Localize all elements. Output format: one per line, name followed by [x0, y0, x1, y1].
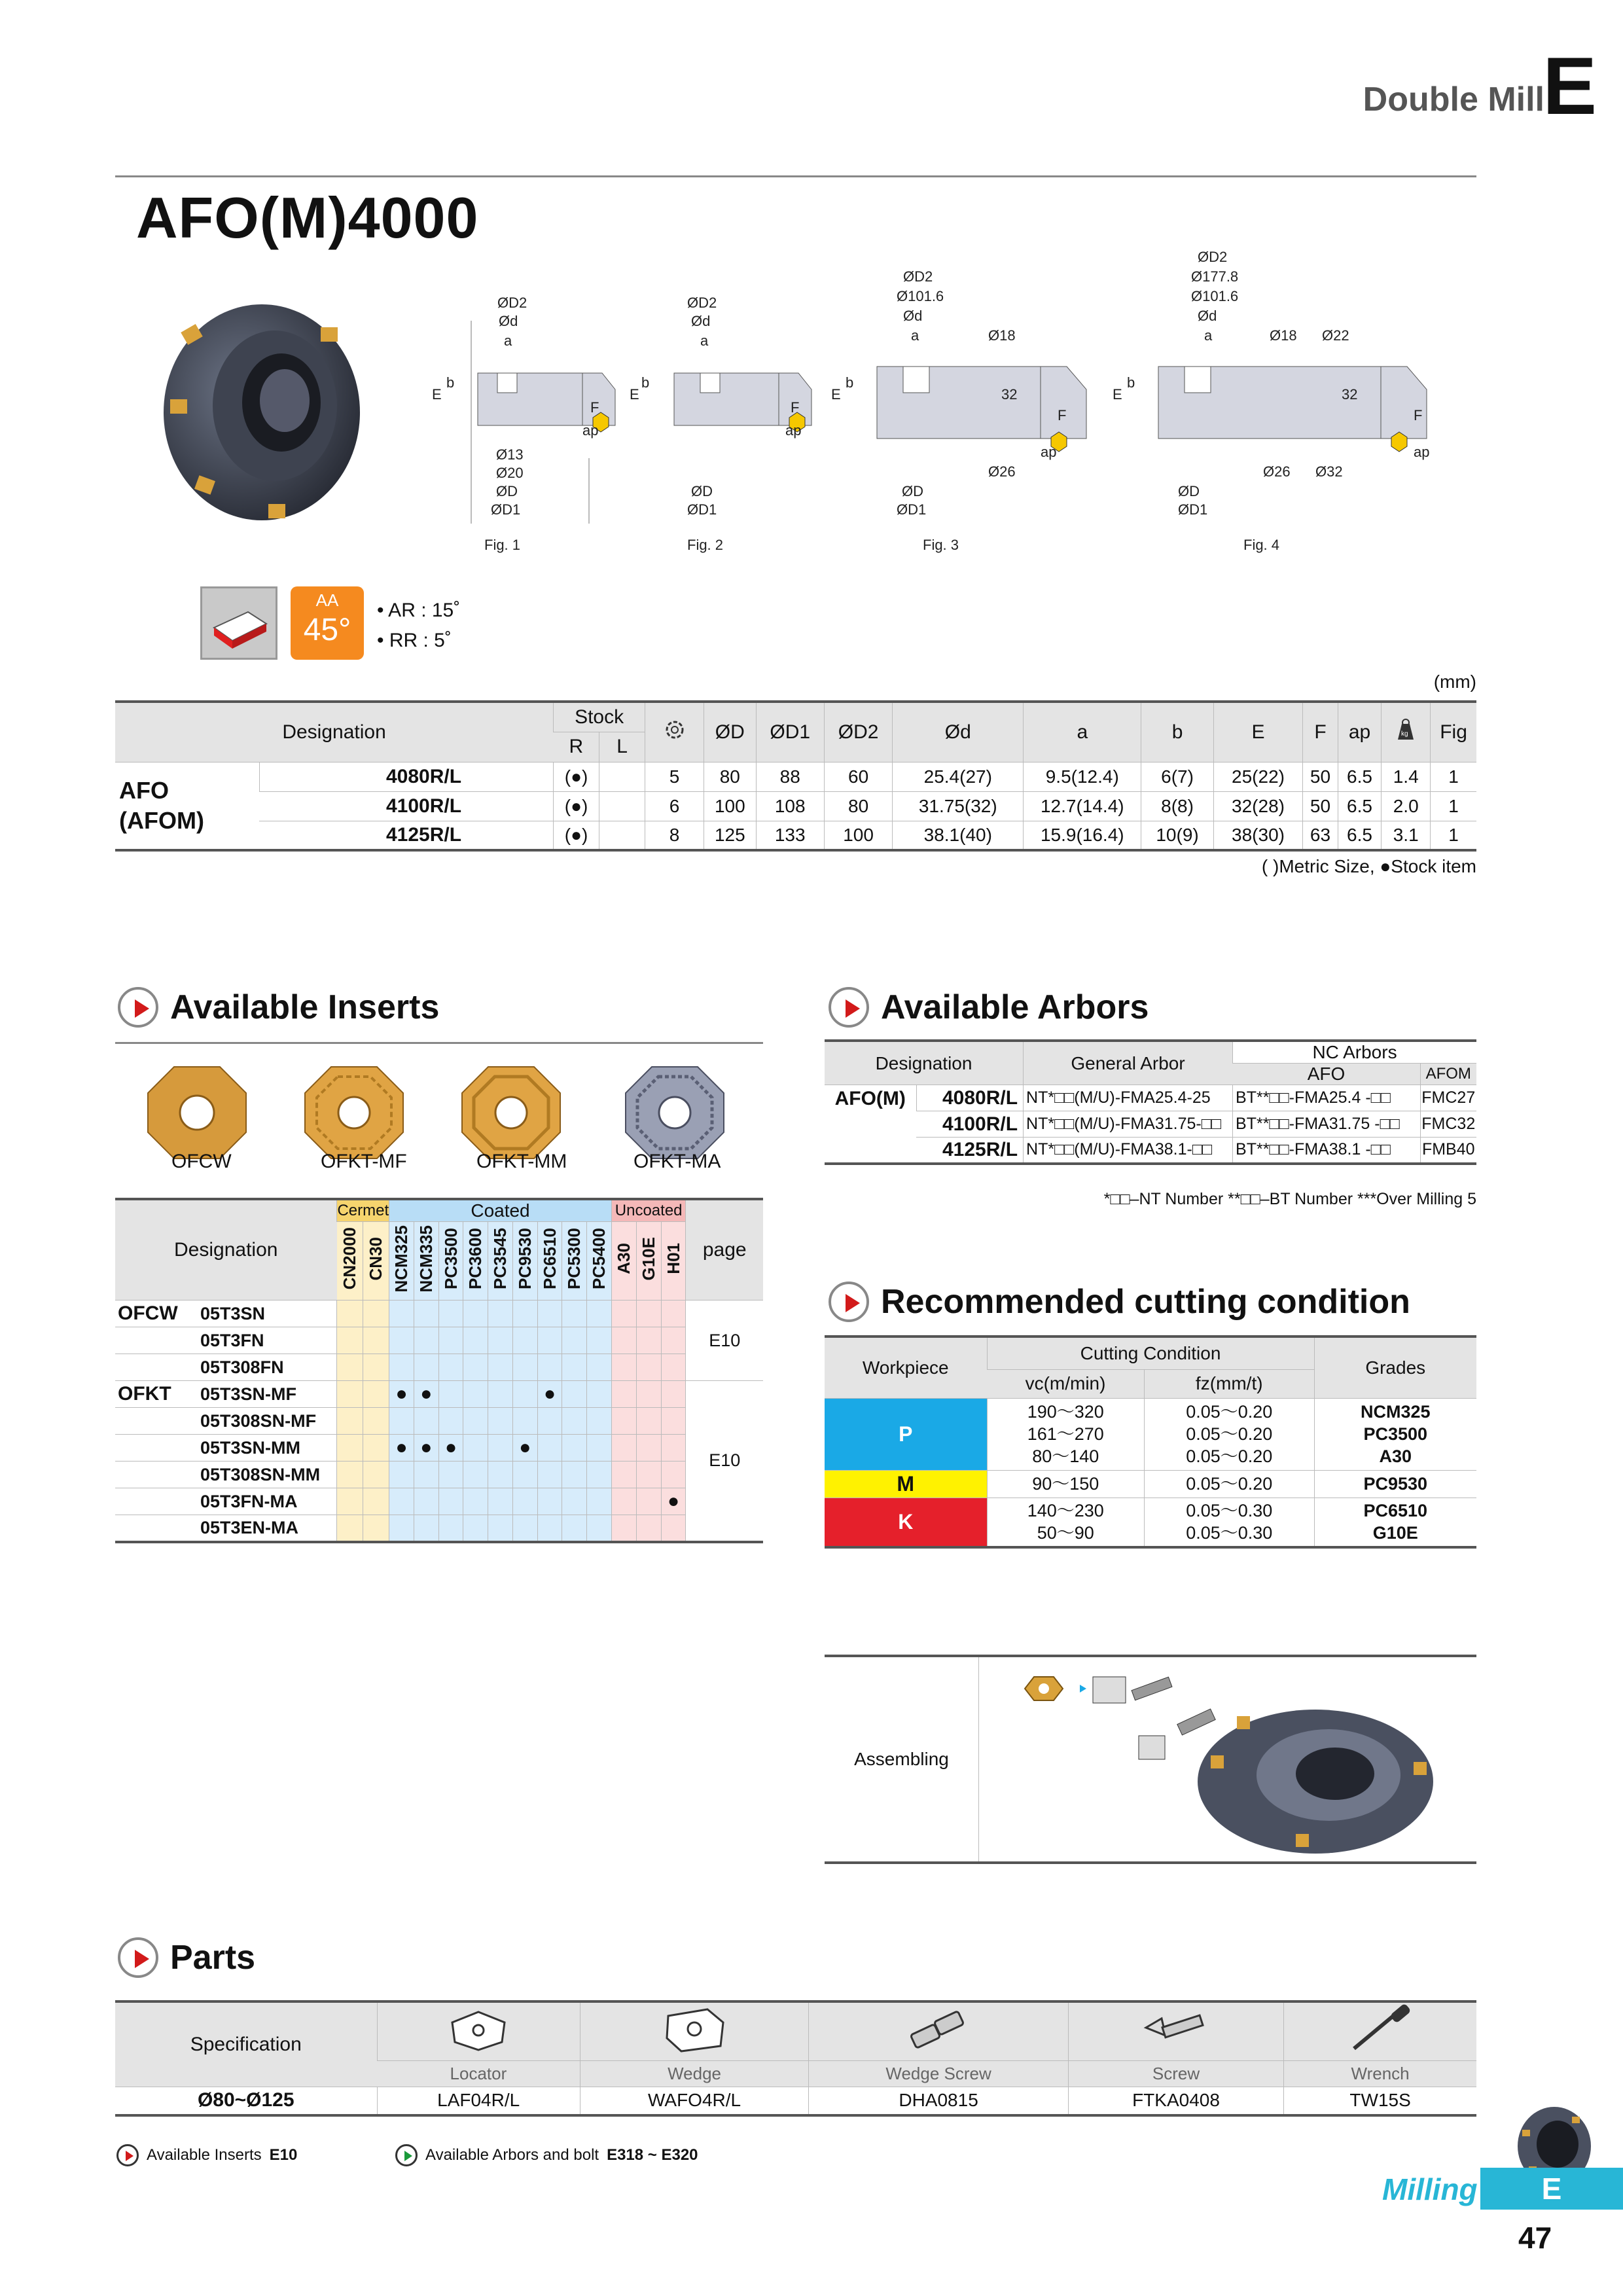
table-row: AFO(M) 4080R/L NT*□□(M/U)-FMA25.4-25 BT**□□-FMA25.4 -□□ FMC27: [825, 1085, 1476, 1111]
svg-text:Ø177.8: Ø177.8: [1191, 268, 1239, 285]
svg-text:Ø18: Ø18: [988, 327, 1016, 344]
col-teeth: [645, 702, 704, 762]
svg-text:E: E: [831, 386, 841, 403]
ins-col-page: page: [686, 1199, 763, 1300]
inserts-body: [115, 1300, 763, 1542]
part-value-locator: LAF04R/L: [377, 2087, 580, 2115]
section-cutting-title: Recommended cutting condition: [881, 1283, 1410, 1321]
fig4-drawing: [1113, 249, 1429, 553]
grade-header: PC3545: [488, 1222, 513, 1300]
col-d: ØD: [704, 702, 756, 762]
unit-label: (mm): [1433, 672, 1476, 692]
svg-text:ØD1: ØD1: [1178, 501, 1208, 518]
svg-text:Ø101.6: Ø101.6: [897, 288, 944, 304]
insert-type-icon: [200, 586, 277, 660]
cut-col-workpiece: Workpiece: [825, 1336, 987, 1398]
svg-text:E: E: [432, 386, 442, 403]
page-number: 47: [1518, 2221, 1552, 2255]
svg-text:F: F: [791, 399, 800, 416]
link-arbors-text: Available Arbors and bolt: [425, 2146, 599, 2164]
cut-col-condition: Cutting Condition: [987, 1336, 1314, 1369]
part-name-screw: Screw: [1068, 2060, 1283, 2087]
table-row: M 90～150 0.05～0.20 PC9530: [825, 1470, 1476, 1498]
svg-text:b: b: [1127, 374, 1135, 391]
svg-text:Ø13: Ø13: [496, 446, 524, 463]
grade-header: NCM325: [389, 1222, 414, 1300]
table-row: 4100R/L (●) 6 100 108 80 31.75(32) 12.7(14.4) 8(8) 32(28) 50 6.5 2.0 1: [115, 791, 1476, 821]
part-name-wedge-screw: Wedge Screw: [809, 2060, 1069, 2087]
insert-name-ofkt-mf: OFKT-MF: [321, 1151, 407, 1172]
play-icon: [829, 987, 869, 1028]
table-row: 05T308SN-MF: [115, 1408, 763, 1435]
fig3-drawing: [831, 268, 1086, 553]
ofkt-mf-insert-image: [305, 1067, 403, 1158]
ins-col-designation: Designation: [115, 1199, 337, 1300]
cut-col-grades: Grades: [1314, 1336, 1476, 1398]
table-row: 05T3EN-MA: [115, 1515, 763, 1542]
arb-col-general: General Arbor: [1024, 1041, 1233, 1085]
link-inserts-text: Available Inserts: [147, 2146, 262, 2164]
group-uncoated: Uncoated: [611, 1199, 686, 1222]
part-name-wrench: Wrench: [1284, 2060, 1476, 2087]
col-d1: ØD1: [756, 702, 824, 762]
section-parts-title: Parts: [170, 1939, 256, 1977]
locator-icon: [377, 2001, 580, 2060]
table-note: ( )Metric Size, ●Stock item: [1261, 856, 1476, 876]
svg-text:b: b: [641, 374, 650, 391]
svg-text:Ø18: Ø18: [1270, 327, 1297, 344]
col-designation: Designation: [115, 702, 554, 762]
table-row: AFO (AFOM) 4080R/L (●) 5 80 88 60 25.4(27) 9.5(12.4) 6(7) 25(22) 50 6.5 1.4 1: [115, 762, 1476, 791]
inserts-table: [115, 1198, 763, 1543]
badge-value: 45°: [303, 613, 351, 647]
arb-col-afom: AFOM: [1420, 1064, 1476, 1085]
insert-name-ofcw: OFCW: [171, 1151, 232, 1172]
svg-text:a: a: [700, 332, 709, 349]
assembly-drawing: [1021, 1670, 1453, 1860]
svg-text:a: a: [911, 327, 919, 344]
svg-text:a: a: [1204, 327, 1213, 344]
table-row: 4125R/L (●) 8 125 133 100 38.1(40) 15.9(16.4) 10(9) 38(30) 63 6.5 3.1 1: [115, 821, 1476, 850]
svg-text:kg: kg: [1401, 730, 1408, 738]
svg-text:ap: ap: [582, 422, 599, 439]
table-row: 05T3FN-MA ●: [115, 1488, 763, 1515]
section-rule: [115, 1042, 763, 1044]
svg-text:F: F: [1414, 407, 1423, 423]
parts-table: [115, 2000, 1476, 2117]
section-inserts: [118, 987, 439, 1028]
part-name-wedge: Wedge: [580, 2060, 808, 2087]
svg-text:ØD: ØD: [691, 483, 713, 499]
grade-header: CN2000: [337, 1222, 363, 1300]
assembling-box: [825, 1655, 1476, 1864]
insert-images: [128, 1064, 763, 1162]
wrench-icon: [1284, 2001, 1476, 2060]
footer-section: Milling: [1382, 2172, 1478, 2206]
svg-text:E: E: [1113, 386, 1122, 403]
svg-text:ØD2: ØD2: [497, 295, 527, 311]
svg-text:ØD1: ØD1: [687, 501, 717, 518]
svg-text:F: F: [1058, 407, 1067, 423]
table-row: OFCW 05T3SN E10: [115, 1300, 763, 1327]
weight-icon: [1391, 717, 1420, 742]
section-inserts-title: Available Inserts: [170, 988, 440, 1026]
table-row: OFKT 05T3SN-MF ● ● ● E10: [115, 1381, 763, 1408]
svg-text:a: a: [504, 332, 512, 349]
svg-text:Ø20: Ø20: [496, 465, 524, 481]
link-available-inserts[interactable]: [116, 2144, 297, 2166]
table-row: 05T3FN: [115, 1327, 763, 1354]
grade-header: G10E: [636, 1222, 661, 1300]
part-value-wedge: WAFO4R/L: [580, 2087, 808, 2115]
play-icon: [829, 1282, 869, 1322]
svg-text:b: b: [846, 374, 854, 391]
part-value-screw: FTKA0408: [1068, 2087, 1283, 2115]
screw-icon: [1068, 2001, 1283, 2060]
header-title: Double Mill: [1363, 81, 1544, 118]
svg-text:32: 32: [1342, 386, 1358, 403]
col-b: b: [1141, 702, 1214, 762]
grade-header: PC5400: [587, 1222, 612, 1300]
header-letter: E: [1543, 41, 1597, 132]
svg-text:Ø32: Ø32: [1315, 463, 1343, 480]
play-icon: [118, 1937, 158, 1978]
grade-header: PC6510: [537, 1222, 562, 1300]
svg-text:Ø26: Ø26: [988, 463, 1016, 480]
svg-text:Ød: Ød: [691, 313, 711, 329]
cutting-body: [825, 1398, 1476, 1547]
svg-text:ØD2: ØD2: [1198, 249, 1228, 265]
ofkt-mm-insert-image: [462, 1067, 560, 1158]
col-ap: ap: [1338, 702, 1382, 762]
section-parts: [118, 1937, 255, 1978]
grade-header: PC3600: [463, 1222, 488, 1300]
grade-header: PC9530: [512, 1222, 537, 1300]
fig4-caption: Fig. 4: [1243, 537, 1280, 553]
technical-drawings: [419, 249, 1479, 563]
grade-header: CN30: [363, 1222, 389, 1300]
grade-header: H01: [661, 1222, 686, 1300]
fig1-caption: Fig. 1: [484, 537, 521, 553]
cutting-table: [825, 1335, 1476, 1549]
svg-text:ØD: ØD: [496, 483, 518, 499]
arrow-circle-icon: [116, 2144, 139, 2166]
cut-col-fz: fz(mm/t): [1145, 1369, 1315, 1398]
link-available-arbors[interactable]: [395, 2144, 698, 2166]
svg-text:ap: ap: [1414, 444, 1430, 460]
svg-text:Ø101.6: Ø101.6: [1191, 288, 1239, 304]
svg-text:ØD2: ØD2: [903, 268, 933, 285]
play-icon: [118, 987, 158, 1028]
angle-list: [377, 596, 460, 656]
table-row: [115, 2087, 1476, 2115]
arb-col-designation: Designation: [825, 1041, 1024, 1085]
svg-text:ØD2: ØD2: [687, 295, 717, 311]
fig2-caption: Fig. 2: [687, 537, 724, 553]
col-stock-l: L: [599, 732, 645, 762]
fig2-drawing: [630, 295, 812, 553]
grade-header: NCM335: [414, 1222, 438, 1300]
col-stock-r: R: [554, 732, 599, 762]
col-weight: [1382, 702, 1431, 762]
arbors-note: *□□–NT Number **□□–BT Number ***Over Milling 5: [1103, 1190, 1476, 1208]
svg-text:b: b: [446, 374, 455, 391]
parts-range: Ø80~Ø125: [115, 2087, 377, 2115]
col-a: a: [1024, 702, 1141, 762]
wedge-icon: [580, 2001, 808, 2060]
wedge-screw-icon: [809, 2001, 1069, 2060]
table-row: 05T3SN-MM ● ● ● ●: [115, 1435, 763, 1462]
col-d2: ØD2: [824, 702, 892, 762]
svg-text:32: 32: [1001, 386, 1018, 403]
arb-col-nc: NC Arbors: [1233, 1041, 1476, 1064]
section-cutting: [829, 1282, 1410, 1322]
insert-name-ofkt-mm: OFKT-MM: [476, 1151, 567, 1172]
fig1-drawing: [432, 295, 615, 553]
group-cermet: Cermet: [337, 1199, 389, 1222]
insert-name-ofkt-ma: OFKT-MA: [633, 1151, 721, 1172]
section-arbors: [829, 987, 1149, 1028]
svg-text:Ød: Ød: [499, 313, 518, 329]
svg-text:Ød: Ød: [903, 308, 923, 324]
grade-header: PC3500: [438, 1222, 463, 1300]
arrow-circle-icon: [395, 2144, 418, 2166]
svg-text:ØD: ØD: [902, 483, 923, 499]
fig3-caption: Fig. 3: [923, 537, 959, 553]
ofcw-insert-image: [148, 1067, 246, 1158]
group-label: AFO (AFOM): [115, 762, 259, 850]
radial-rake: • RR : 5˚: [377, 630, 452, 651]
svg-text:F: F: [590, 399, 599, 416]
ofkt-ma-insert-image: [626, 1067, 724, 1158]
header-rule: [115, 175, 1476, 177]
parts-col-spec: Specification: [115, 2001, 377, 2087]
col-bore: Ød: [893, 702, 1024, 762]
link-inserts-page: E10: [269, 2146, 298, 2164]
svg-text:ap: ap: [785, 422, 802, 439]
svg-text:ØD1: ØD1: [897, 501, 927, 518]
grade-header: PC5300: [562, 1222, 587, 1300]
table-row: 4100R/L NT*□□(M/U)-FMA31.75-□□ BT**□□-FMA31.75 -□□ FMC32: [825, 1111, 1476, 1138]
table-row: P 190～320 161～270 80～140 0.05～0.20 0.05～0.20 0.05～0.20 NCM325 PC3500 A30: [825, 1398, 1476, 1470]
part-value-wedge-screw: DHA0815: [809, 2087, 1069, 2115]
col-fig: Fig: [1431, 702, 1476, 762]
cut-col-vc: vc(m/min): [987, 1369, 1145, 1398]
table-row: 05T308SN-MM: [115, 1462, 763, 1488]
svg-text:ap: ap: [1041, 444, 1057, 460]
svg-text:ØD1: ØD1: [491, 501, 521, 518]
table-row: 4125R/L NT*□□(M/U)-FMA38.1-□□ BT**□□-FMA38.1 -□□ FMB40: [825, 1138, 1476, 1164]
svg-text:Ø26: Ø26: [1263, 463, 1291, 480]
footer-section-letter: E: [1480, 2168, 1623, 2210]
arb-col-afo: AFO: [1233, 1064, 1420, 1085]
cutter-photo: [144, 281, 366, 530]
part-value-wrench: TW15S: [1284, 2087, 1476, 2115]
table-row: 05T308FN: [115, 1354, 763, 1381]
col-e: E: [1213, 702, 1302, 762]
part-name-locator: Locator: [377, 2060, 580, 2087]
svg-text:E: E: [630, 386, 639, 403]
col-stock: Stock: [554, 702, 645, 732]
cutter-spec-table: [115, 700, 1476, 852]
model-title: AFO(M)4000: [136, 185, 479, 250]
arbors-table: [825, 1039, 1476, 1165]
svg-text:Ød: Ød: [1198, 308, 1217, 324]
svg-text:ØD: ØD: [1178, 483, 1200, 499]
grade-header: A30: [611, 1222, 636, 1300]
table-row: K 140～230 50～90 0.05～0.30 0.05～0.30 PC6510 G10E: [825, 1498, 1476, 1547]
badge-label: AA: [315, 590, 339, 610]
gear-icon: [662, 717, 688, 743]
col-f: F: [1303, 702, 1338, 762]
assembling-label: Assembling: [825, 1657, 979, 1861]
approach-angle-badge: [291, 586, 364, 660]
svg-text:Ø22: Ø22: [1322, 327, 1349, 344]
group-coated: Coated: [389, 1199, 612, 1222]
axial-rake: • AR : 15˚: [377, 600, 461, 621]
section-arbors-title: Available Arbors: [881, 988, 1149, 1026]
link-arbors-page: E318 ~ E320: [607, 2146, 698, 2164]
